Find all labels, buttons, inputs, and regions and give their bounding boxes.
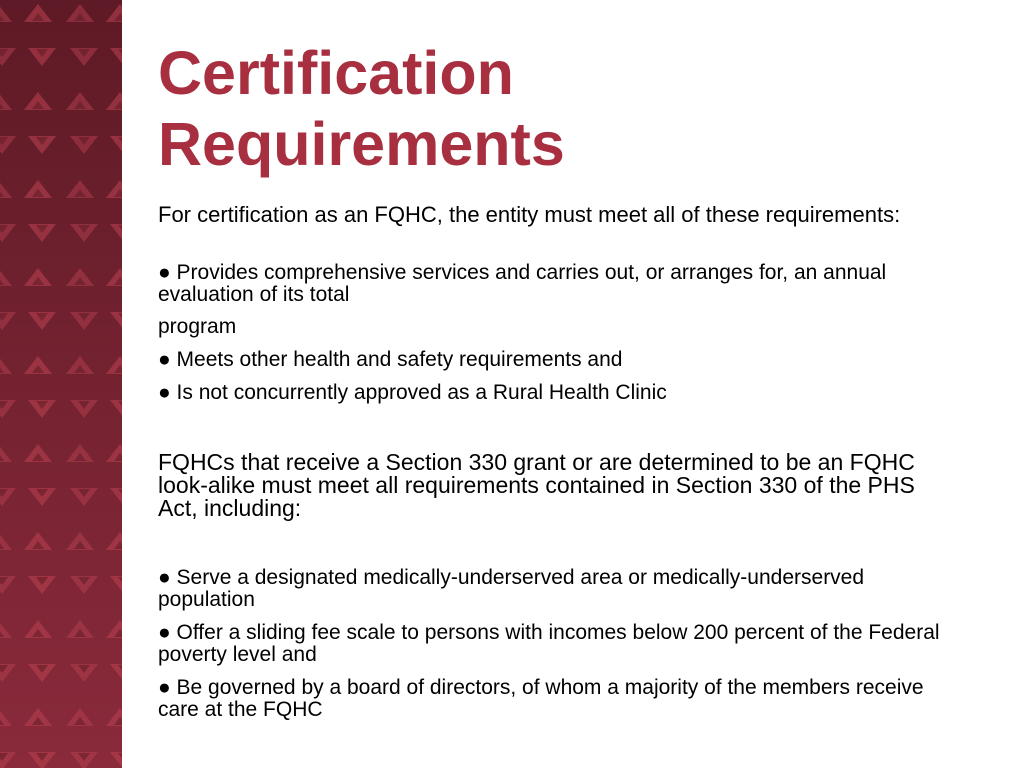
bullet-health-safety: ● Meets other health and safety requirements and — [158, 348, 623, 371]
bullet-sliding-fee-scale: ● Offer a sliding fee scale to persons with incomes below 200 percent of the Federal poverty level and — [158, 621, 940, 666]
bullet-continuation: program — [158, 315, 237, 338]
decorative-side-band — [0, 0, 122, 768]
intro-text: For certification as an FQHC, the entity must meet all of these requirements: — [158, 202, 901, 227]
bullet-board-of-directors: ● Be governed by a board of directors, of whom a majority of the members receive care at the FQHC — [158, 676, 924, 721]
section-330-intro: FQHCs that receive a Section 330 grant or are determined to be an FQHC look-alike must meet all requirements contained in Section 330 of the PHS Act, including: — [158, 449, 915, 521]
bullet-underserved-area: ● Serve a designated medically-underserved area or medically-underserved population — [158, 566, 865, 611]
triangle-pattern — [0, 0, 122, 768]
bullet-comprehensive-services: ● Provides comprehensive services and carries out, or arranges for, an annual evaluation of its total — [158, 261, 887, 306]
slide-title — [158, 38, 565, 180]
title-line-2: Requirements — [158, 110, 565, 178]
bullet-rural-health-clinic: ● Is not concurrently approved as a Rural Health Clinic — [158, 381, 667, 404]
title-line-1: Certification — [158, 39, 514, 107]
